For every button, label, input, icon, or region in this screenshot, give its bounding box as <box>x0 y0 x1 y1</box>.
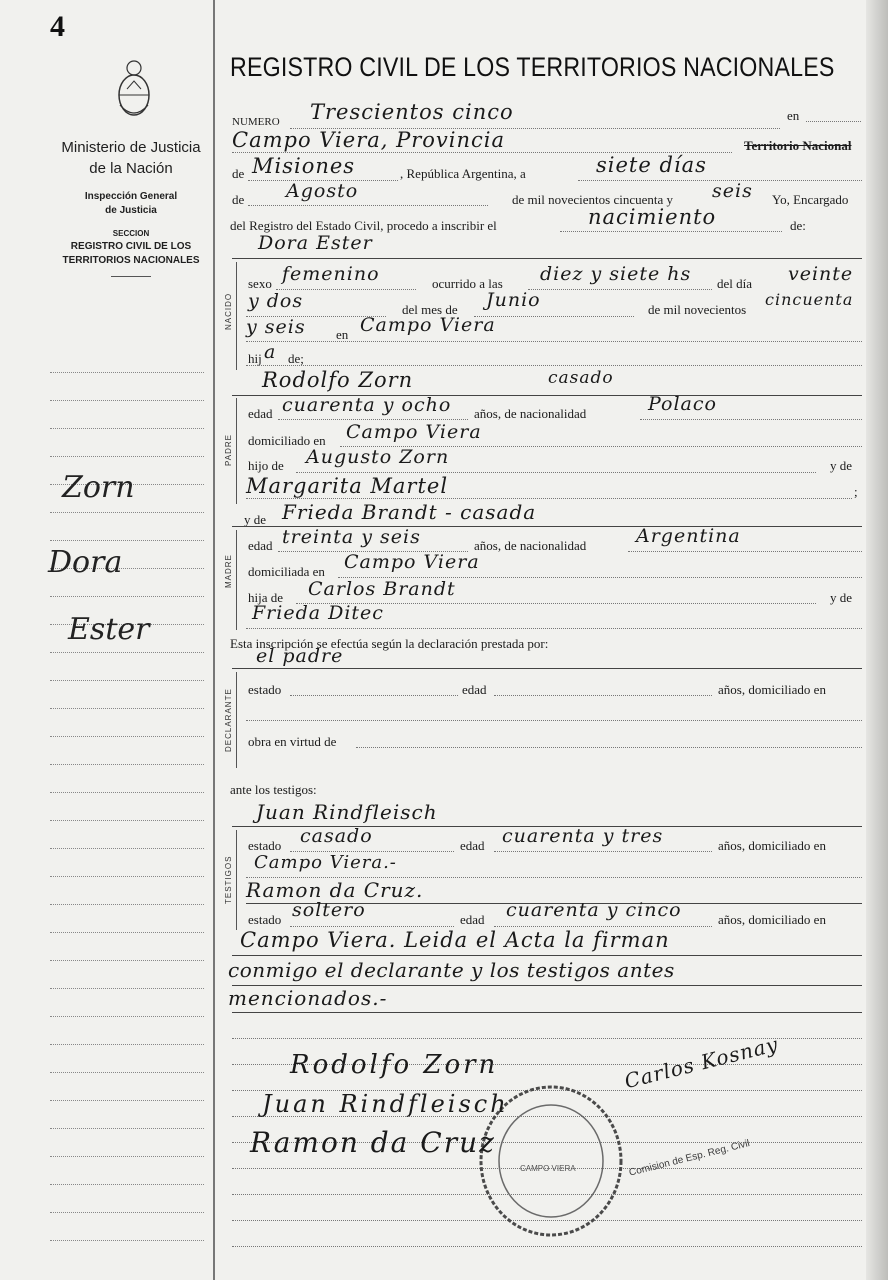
label-en: en <box>787 108 800 123</box>
label-y-de-padre: y de <box>830 458 853 473</box>
margin-line <box>50 512 204 513</box>
label-hija-de: hija de <box>248 590 284 605</box>
label-hij: hij <box>248 351 262 366</box>
margin-line <box>50 1072 204 1073</box>
margin-line <box>50 932 204 933</box>
seal-center-text: CAMPO VIERA <box>520 1164 576 1173</box>
dotted-line <box>290 695 458 696</box>
rule-line <box>232 1012 862 1013</box>
signature-2: Juan Rindfleisch <box>262 1090 509 1118</box>
dotted-line <box>494 695 712 696</box>
label-hijo-de: hijo de <box>248 458 284 473</box>
entry-mes: Agosto <box>286 180 359 202</box>
ministry-line2: de la Nación <box>89 160 173 177</box>
label-edad-madre: edad <box>248 538 273 553</box>
dotted-line <box>246 498 852 499</box>
margin-line <box>50 652 204 653</box>
dotted-line <box>246 628 862 629</box>
entry-testigo2-estado: soltero <box>292 899 366 921</box>
entry-madre-nombre: Frieda Brandt - casada <box>282 500 537 524</box>
dotted-line <box>246 341 862 342</box>
label-estado-t2: estado <box>248 912 282 927</box>
section-label: SECCION <box>112 229 150 238</box>
section-bracket <box>236 530 237 630</box>
margin-divider <box>213 0 215 1280</box>
label-yo-encargado: Yo, Encargado <box>772 192 849 207</box>
label-en-nac: en <box>336 327 349 342</box>
rule-line <box>232 258 862 259</box>
label-y-de-madre: y de <box>244 512 267 527</box>
label-domiciliado-padre: domiciliado en <box>248 433 326 448</box>
label-republica: , República Argentina, a <box>400 166 526 181</box>
margin-line <box>50 680 204 681</box>
dotted-line <box>296 472 816 473</box>
label-de2: de <box>232 192 245 207</box>
label-edad-t1: edad <box>460 838 485 853</box>
margin-line <box>50 988 204 989</box>
entry-abuelo-materno: Carlos Brandt <box>308 578 456 600</box>
label-ocurrido: ocurrido a las <box>432 276 503 291</box>
entry-madre-nacionalidad: Argentina <box>636 525 741 547</box>
label-edad-decl: edad <box>462 682 487 697</box>
inspection-line1: Inspección General <box>84 191 178 202</box>
margin-surname: Zorn <box>62 470 135 505</box>
section-bracket <box>236 830 237 930</box>
label-anos-dom-t1: años, domiciliado en <box>718 838 826 853</box>
margin-line <box>50 960 204 961</box>
margin-line <box>50 540 204 541</box>
entry-testigo2-nombre: Ramon da Cruz. <box>246 878 424 902</box>
entry-abuela-materna: Frieda Ditec <box>252 602 384 624</box>
label-del-dia: del día <box>717 276 753 291</box>
dotted-line <box>290 926 454 927</box>
margin-line <box>50 764 204 765</box>
dotted-line <box>640 419 862 420</box>
margin-line <box>50 400 204 401</box>
label-ante-testigos: ante los testigos: <box>230 782 317 797</box>
entry-madre-edad: treinta y seis <box>282 526 421 548</box>
entry-provincia: Misiones <box>252 154 356 178</box>
margin-line <box>50 372 204 373</box>
dotted-line <box>560 231 782 232</box>
label-anos-dom-decl: años, domiciliado en <box>718 682 826 697</box>
entry-abuela-paterna: Margarita Martel <box>246 474 449 498</box>
label-anos-nac-madre: años, de nacionalidad <box>474 538 587 553</box>
label-obra-virtud: obra en virtud de <box>248 734 337 749</box>
margin-line <box>50 1044 204 1045</box>
rule-line <box>232 668 862 669</box>
inspection-line2: de Justicia <box>105 205 157 216</box>
entry-ano-nac-2: y seis <box>246 316 306 338</box>
label-de3: de: <box>790 218 806 233</box>
entry-testigo1-domicilio: Campo Viera.- <box>254 852 397 873</box>
dotted-line <box>806 121 861 122</box>
entry-padre-domicilio: Campo Viera <box>346 421 482 443</box>
margin-name1: Dora <box>48 545 123 580</box>
page-number: 4 <box>50 10 65 43</box>
side-label-nacido: NACIDO <box>224 292 233 330</box>
margin-line <box>50 1100 204 1101</box>
dotted-line <box>232 1246 862 1247</box>
section-bracket <box>236 672 237 768</box>
label-domiciliada: domiciliada en <box>248 564 325 579</box>
signature-3: Ramon da Cruz <box>250 1126 496 1159</box>
entry-dia-nac-1: veinte <box>788 263 854 285</box>
dotted-line <box>356 747 862 748</box>
label-anos-dom-t2: años, domiciliado en <box>718 912 826 927</box>
entry-sexo: femenino <box>282 263 380 285</box>
margin-line <box>50 1212 204 1213</box>
commission-stamp: Comision de Esp. Reg. Civil <box>628 1138 751 1179</box>
label-de-mil-nov: de mil novecientos <box>648 302 747 317</box>
margin-line <box>50 456 204 457</box>
label-inscripcion: Esta inscripción se efectúa según la declaración prestada por: <box>230 636 549 651</box>
dotted-line <box>278 419 468 420</box>
entry-acto: nacimiento <box>588 205 717 229</box>
entry-mes-nac: Junio <box>486 289 541 311</box>
margin-line <box>50 428 204 429</box>
entry-hij-suffix: a <box>264 341 277 363</box>
entry-declarante: el padre <box>256 645 344 667</box>
margin-line <box>50 792 204 793</box>
margin-line <box>50 820 204 821</box>
entry-testigo1-edad: cuarenta y tres <box>502 825 664 847</box>
dotted-line <box>246 720 862 721</box>
margin-line <box>50 736 204 737</box>
page-title: REGISTRO CIVIL DE LOS TERRITORIOS NACIONALES <box>230 52 835 82</box>
entry-cierre-3: mencionados.- <box>228 986 388 1010</box>
sidebar-rule <box>111 276 151 277</box>
dotted-line <box>528 289 712 290</box>
entry-hora: diez y siete hs <box>540 263 692 285</box>
section-bracket <box>236 398 237 504</box>
section-bracket <box>236 262 237 370</box>
entry-padre-edad: cuarenta y ocho <box>282 394 452 416</box>
entry-dia-nac-2: y dos <box>248 290 304 312</box>
label-edad-t2: edad <box>460 912 485 927</box>
rule-line <box>232 955 862 956</box>
label-edad-padre: edad <box>248 406 273 421</box>
entry-testigo1-nombre: Juan Rindfleisch <box>256 800 438 824</box>
label-del-registro: del Registro del Estado Civil, procedo a inscribir el <box>230 218 497 233</box>
coat-of-arms-icon <box>112 55 156 121</box>
margin-line <box>50 1240 204 1241</box>
side-label-testigos: TESTIGOS <box>224 855 233 904</box>
label-estado-t1: estado <box>248 838 282 853</box>
margin-line <box>50 904 204 905</box>
dotted-line <box>474 316 634 317</box>
entry-lugar: Campo Viera, Provincia <box>232 128 506 152</box>
dotted-line <box>494 851 712 852</box>
side-label-madre: MADRE <box>224 554 233 588</box>
label-y-de-madre2: y de <box>830 590 853 605</box>
paper-edge <box>866 0 888 1280</box>
entry-testigo2-edad: cuarenta y cinco <box>506 899 682 921</box>
label-numero: NUMERO <box>232 116 280 128</box>
margin-line <box>50 848 204 849</box>
margin-line <box>50 596 204 597</box>
label-mil-cincuenta: de mil novecientos cincuenta y <box>512 192 674 207</box>
margin-line <box>50 1016 204 1017</box>
label-de-colon: de; <box>288 351 304 366</box>
label-sexo: sexo <box>248 276 272 291</box>
entry-lugar-nac: Campo Viera <box>360 314 496 336</box>
label-territorio: Territorio Nacional <box>744 138 852 153</box>
entry-dia: siete días <box>596 153 707 177</box>
signature-4: Carlos Kosnay <box>622 1031 781 1094</box>
entry-testigo1-estado: casado <box>300 825 373 847</box>
entry-cierre-2: conmigo el declarante y los testigos antes <box>228 958 675 982</box>
signature-1: Rodolfo Zorn <box>290 1050 499 1080</box>
label-semicolon: ; <box>854 484 858 499</box>
entry-cierre-1: Campo Viera. Leida el Acta la firman <box>240 928 670 952</box>
dotted-line <box>248 205 488 206</box>
ministry-line1: Ministerio de Justicia <box>61 139 201 156</box>
entry-madre-domicilio: Campo Viera <box>344 551 480 573</box>
label-anos-nac-padre: años, de nacionalidad <box>474 406 587 421</box>
margin-name2: Ester <box>68 612 150 647</box>
side-label-padre: PADRE <box>224 434 233 466</box>
entry-padre-estado: casado <box>548 368 614 388</box>
entry-abuelo-paterno: Augusto Zorn <box>306 446 450 468</box>
entry-padre-nombre: Rodolfo Zorn <box>262 368 414 392</box>
entry-padre-nacionalidad: Polaco <box>648 393 717 415</box>
margin-line <box>50 1184 204 1185</box>
margin-line <box>50 1128 204 1129</box>
dotted-line <box>246 365 862 366</box>
entry-numero: Trescientos cinco <box>310 100 514 124</box>
margin-line <box>50 876 204 877</box>
section-line1: REGISTRO CIVIL DE LOS <box>70 241 192 252</box>
label-del-mes: del mes de <box>402 302 458 317</box>
dotted-line <box>494 926 712 927</box>
label-de: de <box>232 166 245 181</box>
label-estado-decl: estado <box>248 682 282 697</box>
dotted-line <box>628 551 862 552</box>
margin-line <box>50 708 204 709</box>
section-line2: TERRITORIOS NACIONALES <box>62 255 200 266</box>
margin-line <box>50 1156 204 1157</box>
side-label-declarante: DECLARANTE <box>224 688 233 752</box>
entry-nombre: Dora Ester <box>258 232 373 254</box>
entry-ano: seis <box>712 180 753 202</box>
entry-ano-nac-1: cincuenta <box>765 290 854 309</box>
